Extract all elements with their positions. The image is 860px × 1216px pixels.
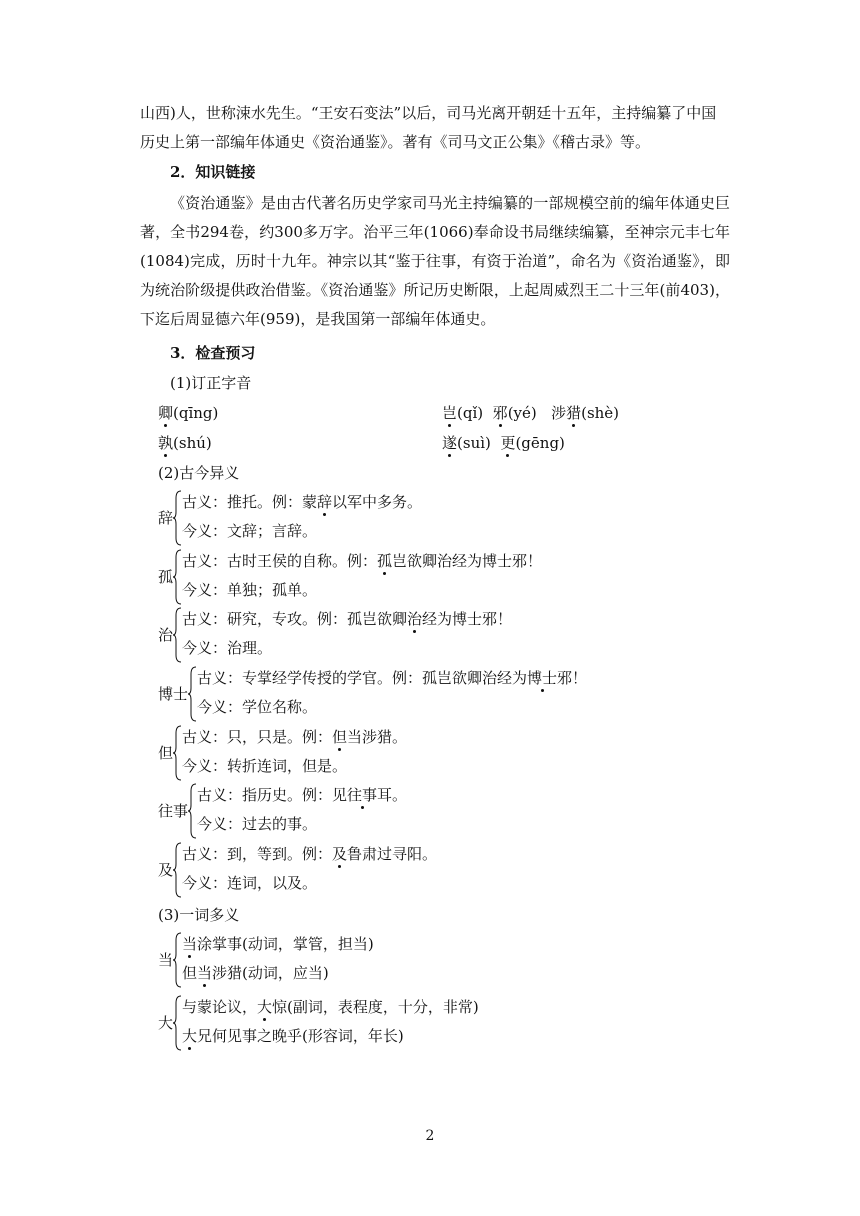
ancient-meaning: 古义：只，只是。例：但当涉猎。 bbox=[182, 728, 408, 746]
entry-word: 往事 bbox=[158, 802, 189, 820]
ancient-meaning: 古义：专掌经学传授的学官。例：孤岂欲卿治经为博士邪！ bbox=[197, 669, 588, 687]
intro-line-2: 历史上第一部编年体通史《资治通鉴》。著有《司马文正公集》《稽古录》等。 bbox=[140, 133, 651, 151]
page-number: 2 bbox=[425, 1128, 435, 1144]
section-3-heading: 3．检查预习 bbox=[170, 344, 256, 362]
subheading-pronunciation: (1)订正字音 bbox=[170, 374, 252, 392]
entry-word: 当 bbox=[158, 951, 174, 969]
ancient-meaning: 古义：研究，专攻。例：孤岂欲卿治经为博士邪！ bbox=[182, 610, 513, 628]
modern-meaning: 今义：单独；孤单。 bbox=[182, 581, 318, 599]
ancient-meaning: 古义：古时王侯的自称。例：孤岂欲卿治经为博士邪！ bbox=[182, 552, 543, 570]
modern-meaning: 今义：文辞；言辞。 bbox=[182, 522, 318, 540]
entry-word: 及 bbox=[158, 861, 174, 879]
modern-meaning: 今义：治理。 bbox=[182, 639, 273, 657]
modern-meaning: 今义：连词，以及。 bbox=[182, 874, 318, 892]
modern-meaning: 今义：过去的事。 bbox=[197, 815, 318, 833]
entry-word: 博士 bbox=[158, 685, 189, 703]
modern-meaning: 今义：学位名称。 bbox=[197, 698, 318, 716]
intro-line-1: 山西)人，世称涑水先生。“王安石变法”以后，司马光离开朝廷十五年，主持编纂了中国 bbox=[140, 104, 717, 122]
entry-word: 治 bbox=[158, 626, 174, 644]
ancient-meaning: 古义：到，等到。例：及鲁肃过寻阳。 bbox=[182, 845, 438, 863]
entry-word: 辞 bbox=[158, 509, 174, 527]
meaning-line-1: 与蒙论议，大惊(副词，表程度，十分，非常) bbox=[182, 998, 479, 1016]
entry-word: 孤 bbox=[158, 568, 174, 586]
pron-sui-geng: 遂(suì) 更(gēng) bbox=[442, 434, 565, 452]
pron-qi-ye-she: 岂(qǐ) 邪(yé) 涉猎(shè) bbox=[442, 404, 620, 422]
ancient-meaning: 古义：推托。例：蒙辞以军中多务。 bbox=[182, 493, 423, 511]
subheading-gujin: (2)古今异义 bbox=[158, 464, 240, 482]
modern-meaning: 今义：转折连词，但是。 bbox=[182, 757, 348, 775]
meaning-line-2: 但当涉猎(动词，应当) bbox=[182, 964, 329, 982]
section-2-heading: 2．知识链接 bbox=[170, 163, 256, 181]
entry-word: 但 bbox=[158, 744, 174, 762]
ancient-meaning: 古义：指历史。例：见往事耳。 bbox=[197, 786, 408, 804]
pron-qing: 卿(qīng) bbox=[158, 404, 219, 422]
meaning-line-1: 当涂掌事(动词，掌管，担当) bbox=[182, 935, 374, 953]
section-2-paragraph: 《资治通鉴》是由古代著名历史学家司马光主持编纂的一部规模空前的编年体通史巨著，全书294卷，约300多万字。治平三年(1066)奉命设书局继续编纂，至神宗元丰七年(1084)完成，历时十九年。神宗以其“鉴于往事，有资于治道”，命名为《资治通鉴》，即为统治阶级提供政治借鉴。《资治通鉴》所记历史断限，上起周威烈王二十三年(前403)，下迄后周显德六年(959)，是我国第一部编年体通史。 bbox=[140, 194, 730, 328]
subheading-duoyi: (3)一词多义 bbox=[158, 906, 240, 924]
meaning-line-2: 大兄何见事之晚乎(形容词，年长) bbox=[182, 1027, 404, 1045]
entry-word: 大 bbox=[158, 1014, 174, 1032]
pron-shu: 孰(shú) bbox=[158, 434, 212, 452]
